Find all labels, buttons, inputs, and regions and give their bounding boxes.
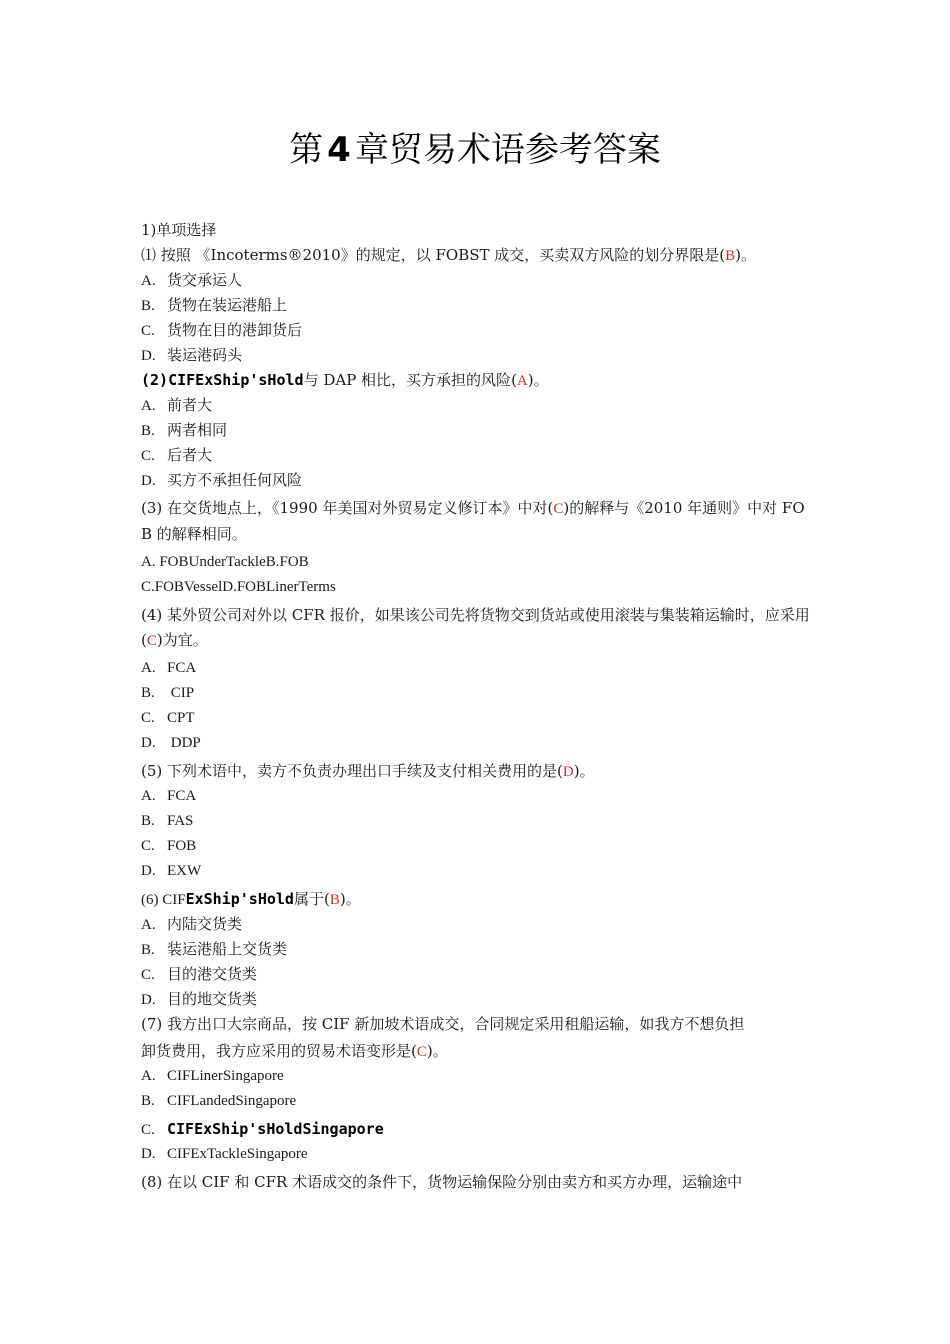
option: D. 目的地交货类 — [141, 990, 258, 1008]
option: A. CIFLinerSingapore — [141, 1068, 284, 1084]
option: D. EXW — [141, 863, 202, 879]
answer: C — [553, 501, 564, 517]
question-1-stem: ⑴ 按照 《Incoterms®2010》的规定，以 FOBST 成交，买卖双方风险的划分界限是(B)。 — [141, 246, 757, 264]
option: C.FOBVesselD.FOBLinerTerms — [141, 579, 336, 595]
option: B. 货物在装运港船上 — [141, 296, 288, 314]
option: D. 买方不承担任何风险 — [141, 471, 303, 489]
question-5-stem: (5) 下列术语中，卖方不负责办理出口手续及支付相关费用的是(D)。 — [141, 762, 595, 780]
option: C. FOB — [141, 838, 197, 854]
option: D. DDP — [141, 735, 201, 751]
option: B. 装运港船上交货类 — [141, 940, 288, 958]
option: A. FCA — [141, 788, 197, 804]
question-3-stem: (3) 在交货地点上，《1990 年美国对外贸易定义修订本》中对(C)的解释与《2010 年通则》中对 FOB 的解释相同。 — [141, 499, 805, 543]
page-title: 第 4 章贸易术语参考答案 — [289, 130, 661, 170]
section-heading: 1)单项选择 — [141, 221, 217, 239]
option: C. 后者大 — [141, 446, 213, 464]
question-8-stem: (8) 在以 CIF 和 CFR 术语成交的条件下，货物运输保险分别由卖方和买方办理，运输途中 — [141, 1173, 743, 1191]
option: C. CPT — [141, 710, 195, 726]
answer: D — [562, 764, 574, 780]
answer: C — [416, 1044, 427, 1060]
question-4-stem: (4) 某外贸公司对外以 CFR 报价，如果该公司先将货物交到货站或使用滚装与集装箱运输时，应采用(C)为宜。 — [141, 606, 810, 649]
option: D. 装运港码头 — [141, 346, 243, 364]
option: C. 目的港交货类 — [141, 965, 258, 983]
option: A. 内陆交货类 — [141, 915, 243, 933]
option: B. FAS — [141, 813, 194, 829]
option: D. CIFExTackleSingapore — [141, 1146, 308, 1162]
option: C. 货物在目的港卸货后 — [141, 321, 303, 339]
option: C. CIFExShip'sHoldSingapore — [141, 1120, 384, 1138]
question-7-stem: (7) 我方出口大宗商品，按 CIF 新加坡术语成交，合同规定采用租船运输，如我方不想负担 — [141, 1015, 745, 1033]
option: B. CIP — [141, 685, 195, 701]
option: A. 前者大 — [141, 396, 213, 414]
option: B. 两者相同 — [141, 421, 228, 439]
option: B. CIFLandedSingapore — [141, 1093, 297, 1109]
question-2-stem: (2)CIFExShip'sHold与 DAP 相比，买方承担的风险(A)。 — [141, 371, 549, 389]
answer: A — [516, 373, 528, 389]
question-6-stem: (6) CIFExShip'sHold属于(B)。 — [141, 890, 361, 908]
document-body — [141, 218, 811, 1195]
question-7-stem-cont: 卸货费用，我方应采用的贸易术语变形是(C)。 — [141, 1042, 448, 1060]
answer: B — [725, 248, 736, 264]
option: A. FCA — [141, 660, 197, 676]
option: A. FOBUnderTackleB.FOB — [141, 554, 309, 570]
option: A. 货交承运人 — [141, 271, 243, 289]
answer: B — [329, 892, 340, 908]
answer: C — [146, 633, 157, 649]
